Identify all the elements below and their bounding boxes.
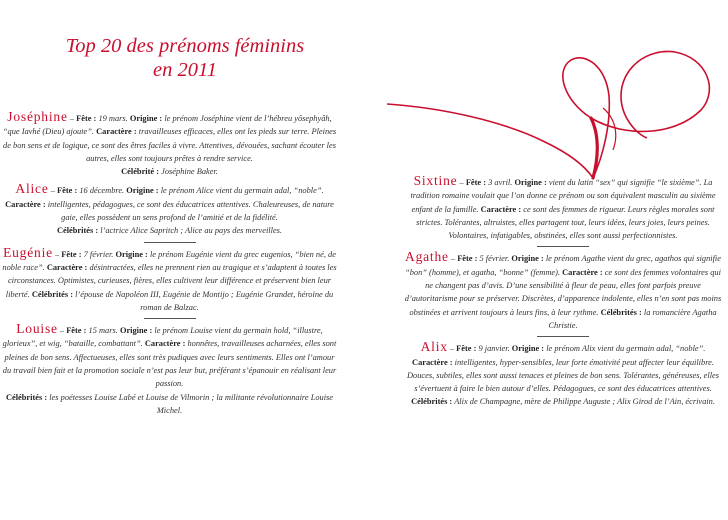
name-heading: Louise bbox=[16, 321, 58, 337]
fete-label: Fête : bbox=[457, 254, 478, 264]
name-entry-alix bbox=[403, 340, 723, 408]
dash: – bbox=[67, 114, 77, 123]
decorative-flourish bbox=[385, 38, 715, 186]
name-heading: Alix bbox=[420, 339, 448, 355]
right-column bbox=[403, 174, 723, 410]
name-heading: Agathe bbox=[405, 249, 449, 265]
fete-label: Fête : bbox=[61, 249, 82, 259]
dash: – bbox=[48, 186, 58, 196]
origine-text: le prénom Eugénie vient du grec eugenios, “bien né, de noble race”. bbox=[2, 249, 336, 272]
name-entry-eugenie bbox=[2, 246, 337, 314]
origine-label: Origine : bbox=[511, 344, 545, 354]
name-entry-agathe bbox=[403, 250, 723, 332]
origine-text: le prénom Louise vient du germain hold, “illustre, glorieux”, et wig, “bataille, combattant”. bbox=[2, 326, 323, 349]
origine-label: Origine : bbox=[511, 254, 544, 264]
name-entry-louise bbox=[2, 322, 337, 417]
caractere-text: travailleuses efficaces, elles ont les pieds sur terre. Pleines de bon sens et de logique, ce sont des êtres faciles à vivre. Attentives, dévouées, sachant écouter les autres, elles sont toujours prêtes à rendre service. bbox=[3, 127, 337, 163]
caractere-text: ce sont des femmes volontaires qui ne changent pas d’avis. D’une sensibilité à fleur de peau, elles font parfois preuve d’autoritarisme pour se préserver. Discrètes, d’apparence indolente, elles n’en sont pas moins obstinées et arrivent toujours à leurs fins, à leur rythme. bbox=[404, 267, 722, 317]
celebrites-label: Célébrités : bbox=[56, 226, 99, 236]
celebrites-text: l’actrice Alice Sapritch ; Alice au pays des merveilles. bbox=[100, 226, 283, 236]
caractere-text: intelligentes, pédagogues, ce sont des éducatrices attentives. Chaleureuses, de nature gaie, elles possèdent un sens profond de l’amitié et de la fidélité. bbox=[47, 199, 334, 223]
celebrites-label: Célébrités : bbox=[5, 392, 48, 402]
dash: – bbox=[448, 254, 458, 264]
fete-label: Fête : bbox=[465, 178, 487, 187]
caractere-text: honnêtes, travailleuses acharnées, elles sont pleines de bon sens. Affectueuses, elles sont très pudiques avec leurs sentiments. Elles ont l’amour du travail bien fait et la promotion sociale n’est pas leur but, préférant s’épanouir en réalisant leur passion. bbox=[2, 339, 337, 389]
fete-label: Fête : bbox=[456, 344, 477, 354]
celebrites-text: l’épouse de Napoléon III, Eugénie de Montijo ; Eugénie Grandet, héroïne du roman de Balzac. bbox=[75, 289, 334, 312]
origine-text: vient du latin “sex” qui signifie “le sixième”. La tradition romaine voulait que l’on donne ce prénom ou son équivalent masculin au sixième enfant de la famille. bbox=[410, 178, 716, 214]
name-heading: Sixtine bbox=[413, 173, 458, 188]
dash: – bbox=[457, 178, 466, 187]
celebrites-label: Célébrités : bbox=[600, 307, 642, 317]
celebrites-label: Célébrités : bbox=[411, 397, 453, 407]
origine-label: Origine : bbox=[129, 114, 163, 123]
caractere-text: désintractées, elles ne prennent rien au tragique et s’adaptent à toutes les circonstances. Optimistes, curieuses, fières, elles cultivent leur différence et préservent bien leur liberté. bbox=[5, 262, 337, 299]
fete-date: 3 avril. bbox=[488, 178, 513, 187]
fete-date: 5 février. bbox=[479, 254, 510, 264]
caractere-label: Caractère : bbox=[480, 204, 522, 214]
origine-label: Origine : bbox=[119, 326, 153, 336]
fete-label: Fête : bbox=[66, 326, 87, 336]
page-title bbox=[20, 34, 350, 82]
caractere-label: Caractère : bbox=[5, 199, 46, 209]
name-heading: Eugénie bbox=[3, 244, 53, 260]
separator bbox=[403, 333, 723, 340]
fete-date: 16 décembre. bbox=[79, 186, 125, 196]
dash: – bbox=[52, 249, 62, 259]
origine-label: Origine : bbox=[514, 178, 547, 187]
caractere-label: Caractère : bbox=[562, 267, 603, 277]
left-column bbox=[2, 110, 337, 418]
celebrites-text: les poétesses Louise Labé et Louise de Vilmorin ; la militante révolutionnaire Louise Michel. bbox=[49, 392, 334, 415]
separator bbox=[403, 243, 723, 250]
celebrites-text: Alix de Champagne, mère de Philippe Auguste ; Alix Girod de l’Ain, écrivain. bbox=[454, 397, 715, 407]
name-heading: Joséphine bbox=[7, 109, 68, 124]
caractere-text: intelligentes, hyper-sensibles, leur forte émotivité peut affecter leur équilibre. Douces, subtiles, elles sont aussi tenaces et pleines de bon sens. Tolérantes, généreuses, elles s’évertuent à faire le bien autour d’elles. Pédagogues, ce sont des éducatrices attentives. bbox=[407, 357, 719, 394]
origine-text: le prénom Alice vient du germain adal, “noble”. bbox=[160, 186, 324, 196]
origine-label: Origine : bbox=[115, 249, 148, 259]
title-line-1: Top 20 des prénoms féminins bbox=[65, 35, 305, 57]
fete-label: Fête : bbox=[57, 186, 78, 196]
fete-label: Fête : bbox=[76, 114, 97, 123]
name-heading: Alice bbox=[15, 181, 49, 197]
celebrites-label: Célébrités : bbox=[31, 289, 74, 299]
fete-date: 7 février. bbox=[83, 249, 114, 259]
origine-label: Origine : bbox=[126, 186, 159, 196]
caractere-label: Caractère : bbox=[412, 357, 453, 367]
title-line-2: en 2011 bbox=[153, 59, 217, 81]
dash: – bbox=[57, 326, 67, 336]
celebrites-text: Joséphine Baker. bbox=[161, 167, 218, 177]
name-entry-josephine bbox=[2, 110, 337, 178]
caractere-label: Caractère : bbox=[46, 262, 88, 272]
fete-date: 19 mars. bbox=[98, 114, 128, 123]
name-entry-alice bbox=[2, 182, 337, 237]
origine-text: le prénom Agathe vient du grec, agathos qui signifie “bon” (homme), et agatha, “bonne” (femme). bbox=[405, 254, 721, 277]
name-entry-sixtine bbox=[403, 174, 723, 242]
caractere-label: Caractère : bbox=[96, 127, 137, 137]
celebrites-label: Célébrité : bbox=[121, 167, 160, 177]
celebrites-text: la romancière Agatha Christie. bbox=[548, 307, 717, 330]
origine-text: le prénom Joséphine vient de l’hébreu yôsephyâh, “que Iavhé (Dieu) ajoute”. bbox=[2, 114, 332, 137]
fete-date: 9 janvier. bbox=[478, 344, 510, 354]
fete-date: 15 mars. bbox=[88, 326, 118, 336]
caractere-text: ce sont des femmes de rigueur. Leurs règles morales sont strictes. Tolérantes, altruistes, elles partagent tout, leurs idées, leurs joies, leurs peines. Volontaires, infatigables, obstinées, elles sont aussi perfectionnistes. bbox=[416, 204, 715, 241]
origine-text: le prénom Alix vient du germain adal, “noble”. bbox=[546, 344, 706, 354]
caractere-label: Caractère : bbox=[144, 339, 186, 349]
dash: – bbox=[447, 344, 457, 354]
